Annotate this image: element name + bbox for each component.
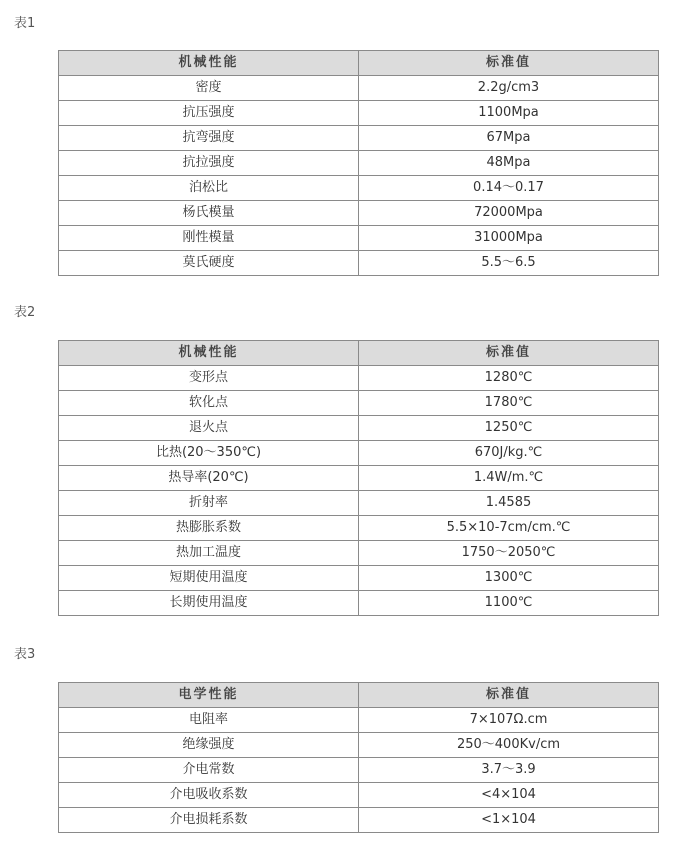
value-cell: 1250℃ [359,416,659,441]
table-header-row [59,51,659,76]
value-cell: 67Mpa [359,126,659,151]
value-cell: 670J/kg.℃ [359,441,659,466]
column-header-value: 标准值 [359,341,659,366]
property-cell: 介电吸收系数 [59,783,359,808]
property-cell: 电阻率 [59,708,359,733]
table-row [59,226,659,251]
property-cell: 抗弯强度 [59,126,359,151]
table-row [59,733,659,758]
value-cell: 1100℃ [359,591,659,616]
table-row [59,251,659,276]
table-row [59,201,659,226]
table-row [59,758,659,783]
properties-table-3 [58,682,659,833]
value-cell: 1300℃ [359,566,659,591]
property-cell: 比热(20～350℃) [59,441,359,466]
property-cell: 热加工温度 [59,541,359,566]
table-row [59,566,659,591]
property-cell: 短期使用温度 [59,566,359,591]
property-cell: 热膨胀系数 [59,516,359,541]
value-cell: 5.5～6.5 [359,251,659,276]
table-row [59,391,659,416]
property-cell: 退火点 [59,416,359,441]
property-cell: 介电常数 [59,758,359,783]
property-cell: 刚性模量 [59,226,359,251]
value-cell: 72000Mpa [359,201,659,226]
table-row [59,491,659,516]
table-row [59,516,659,541]
value-cell: 0.14～0.17 [359,176,659,201]
property-cell: 抗拉强度 [59,151,359,176]
properties-table-1 [58,50,659,276]
property-cell: 泊松比 [59,176,359,201]
table-caption: 表3 [14,647,36,662]
property-cell: 抗压强度 [59,101,359,126]
value-cell: <4×104 [359,783,659,808]
table-caption: 表2 [14,305,36,320]
column-header-property: 机械性能 [59,51,359,76]
value-cell: 1280℃ [359,366,659,391]
table-row [59,416,659,441]
value-cell: 48Mpa [359,151,659,176]
table-header-row [59,341,659,366]
table-row [59,76,659,101]
table-row [59,441,659,466]
table-row [59,708,659,733]
value-cell: 1.4W/m.℃ [359,466,659,491]
column-header-value: 标准值 [359,683,659,708]
table-row [59,783,659,808]
value-cell: 5.5×10-7cm/cm.℃ [359,516,659,541]
column-header-property: 电学性能 [59,683,359,708]
property-cell: 折射率 [59,491,359,516]
property-cell: 绝缘强度 [59,733,359,758]
table-caption: 表1 [14,16,36,31]
value-cell: 1.4585 [359,491,659,516]
column-header-value: 标准值 [359,51,659,76]
table-row [59,541,659,566]
table-row [59,151,659,176]
value-cell: 1780℃ [359,391,659,416]
property-cell: 热导率(20℃) [59,466,359,491]
property-cell: 软化点 [59,391,359,416]
table-row [59,591,659,616]
table-row [59,366,659,391]
property-cell: 长期使用温度 [59,591,359,616]
value-cell: 1750～2050℃ [359,541,659,566]
property-cell: 介电损耗系数 [59,808,359,833]
value-cell: 1100Mpa [359,101,659,126]
property-cell: 杨氏模量 [59,201,359,226]
property-cell: 变形点 [59,366,359,391]
table-row [59,466,659,491]
properties-table-2 [58,340,659,616]
value-cell: 31000Mpa [359,226,659,251]
table-row [59,808,659,833]
value-cell: 250～400Kv/cm [359,733,659,758]
table-row [59,126,659,151]
table-row [59,176,659,201]
value-cell: 2.2g/cm3 [359,76,659,101]
table-row [59,101,659,126]
table-header-row [59,683,659,708]
value-cell: 3.7～3.9 [359,758,659,783]
property-cell: 密度 [59,76,359,101]
value-cell: 7×107Ω.cm [359,708,659,733]
property-cell: 莫氏硬度 [59,251,359,276]
value-cell: <1×104 [359,808,659,833]
column-header-property: 机械性能 [59,341,359,366]
